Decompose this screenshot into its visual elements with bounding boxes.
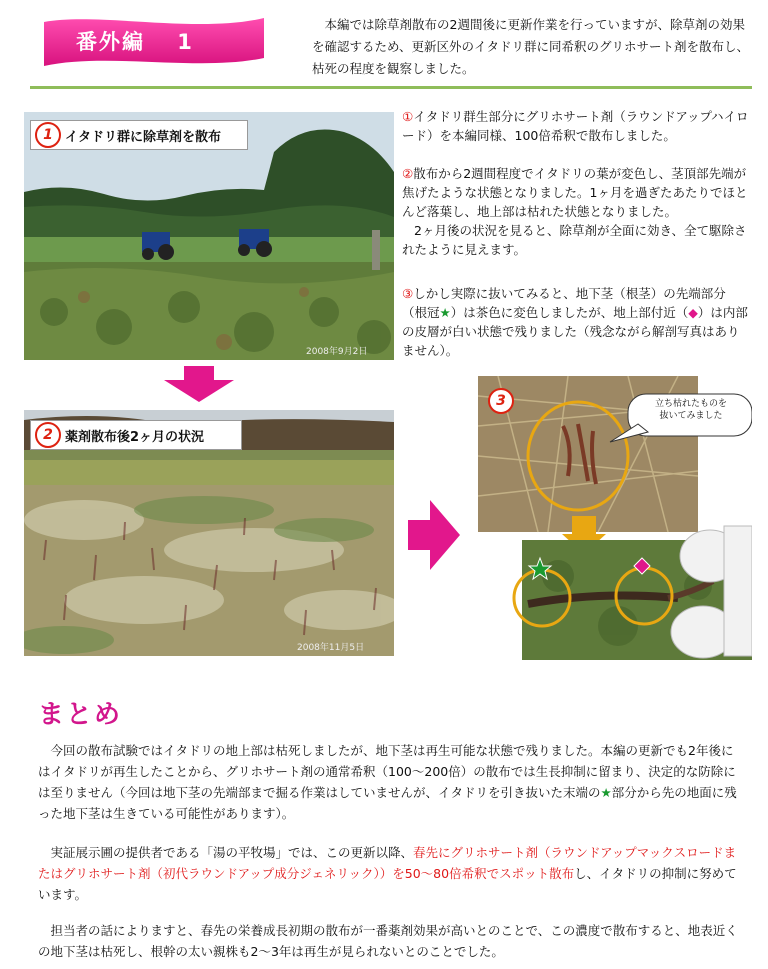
caption-1-text: イタドリ群に除草剤を散布 xyxy=(65,129,222,145)
star-icon: ★ xyxy=(600,785,612,800)
photo-1-caption xyxy=(30,120,248,150)
star-icon: ★ xyxy=(439,305,451,320)
summary-paragraph-3: 担当者の話によりますと、春先の栄養成長初期の散布が一番薬剤効果が高いとのことで、この濃度で散布すると、地表近くの地下茎は枯死し、根幹の太い親株も2～3年は再生が見られないとのことでした。 xyxy=(38,923,738,959)
divider xyxy=(30,86,752,89)
intro-text: 本編では除草剤散布の2週間後に更新作業を行っていますが、除草剤の効果を確認するため、更新区外のイタドリ群に同希釈のグリホサート剤を散布し、枯死の程度を観察しました。 xyxy=(312,17,750,76)
banner-title: 番外編 1 xyxy=(76,30,194,54)
summary-paragraph-1: 今回の散布試験ではイタドリの地上部は枯死しましたが、地下茎は再生可能な状態で残りました。本編の更新でも2年後にはイタドリが再生したことから、グリホサート剤の通常希釈（100～200倍）の散布では生長抑制に留まり、決定的な防除には至りません（今回は地下茎の先端部まで掘る作業はしていませんが、イタドリを引き抜いた末端の★部分から先の地面に残った地下茎は生きている可能性があります）。 xyxy=(38,743,737,821)
photo-2-caption xyxy=(30,420,242,450)
badge-3: 3 xyxy=(488,388,518,414)
caption-2-text: 薬剤散布後2ヶ月の状況 xyxy=(65,429,205,445)
note-2: ②散布から2週間程度でイタドリの葉が変色し、茎頂部先端が焦げたような状態となりました。1ヶ月を過ぎたあたりでほとんど落葉し、地上部は枯れた状態となりました。 2ヶ月後の状況を見ると、除草剤が全面に効き、全て駆除されたように見えます。 xyxy=(402,166,748,257)
right-arrow-icon xyxy=(408,500,460,570)
photo-2-date: 2008年11月5日 xyxy=(297,643,365,653)
note-3: ③しかし実際に抜いてみると、地下茎（根茎）の先端部分（根冠★）は茶色に変色しましたが、地上部付近（◆）は内部の皮層が白い状態で残りました（残念ながら解剖写真はありません）。 xyxy=(402,286,748,358)
speech-bubble-text: 立ち枯れたものを 抜いてみました xyxy=(654,399,727,421)
badge-1: 1 xyxy=(35,122,61,148)
summary-heading: まとめ xyxy=(38,700,123,730)
diamond-icon: ◆ xyxy=(688,305,698,320)
note-1: ①イタドリ群生部分にグリホサート剤（ラウンドアップハイロード）を本編同様、100倍希釈で散布しました。 xyxy=(402,109,749,143)
summary-paragraph-2: 実証展示圃の提供者である「湯の平牧場」では、この更新以降、春先にグリホサート剤（ラウンドアップマックスロードまたはグリホサート剤（初代ラウンドアップ成分ジェネリック））を50～80倍希釈でスポット散布し、イタドリの抑制に努めています。 xyxy=(38,845,737,902)
photo-1-date: 2008年9月2日 xyxy=(306,347,368,357)
badge-2: 2 xyxy=(35,422,61,448)
down-arrow-icon xyxy=(164,366,234,402)
